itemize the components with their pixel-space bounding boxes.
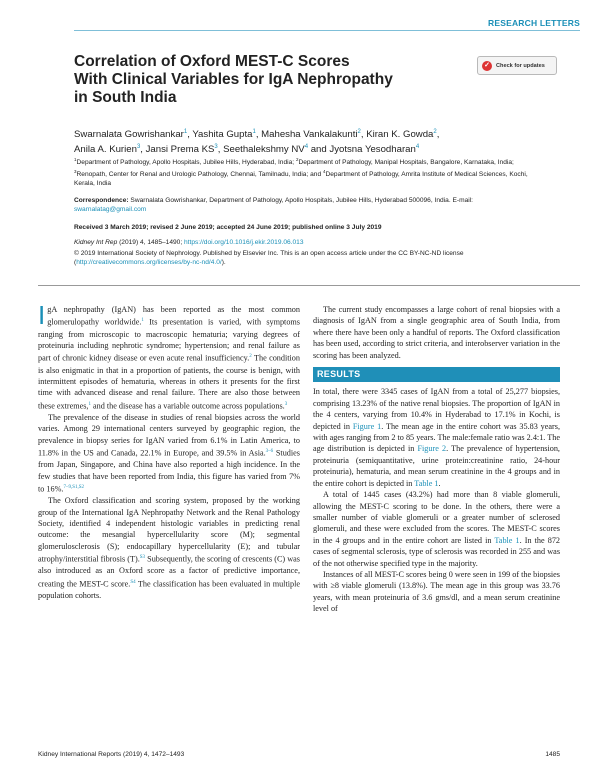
affiliation-text: Renopath, Center for Renal and Urologic Pathology, Chennai, Tamilnadu, India; and — [76, 171, 323, 179]
license-text: © 2019 International Society of Nephrology. Published by Elsevier Inc. This is an open access article under the CC BY-NC-ND license ( — [74, 250, 464, 266]
drop-cap: I — [38, 300, 46, 330]
reference-link[interactable]: 7–9,S1,S2 — [63, 485, 85, 491]
license-end: ). — [221, 259, 226, 266]
text: and the disease has a variable outcome across populations. — [90, 401, 285, 411]
update-check-icon: ✓ — [482, 61, 492, 71]
text: The classification has been evaluated in multiple population cohorts. — [38, 579, 301, 600]
check-updates-label: Check for updates — [496, 62, 545, 69]
text: . The mean age in the entire cohort was 35.83 years, with ages ranging from 2 to 85 years. The male:female ratio was 2.4:1. The age distribution is depicted in — [313, 421, 560, 454]
paragraph — [38, 412, 300, 495]
author-affiliation-mark: 4 — [415, 144, 420, 151]
paragraph — [313, 489, 560, 569]
license — [74, 249, 552, 267]
article-title — [74, 53, 454, 107]
author-affiliation-mark: 3 — [214, 144, 218, 151]
license-link[interactable]: http://creativecommons.org/licenses/by-nc-nd/4.0/ — [76, 259, 222, 266]
page-number: 1485 — [545, 751, 560, 758]
author-name[interactable]: Jyotsna Yesodharan — [329, 144, 416, 156]
header-divider — [74, 30, 580, 31]
body-column-left — [38, 300, 301, 601]
affiliation-text: Department of Pathology, Apollo Hospitals, Jubilee Hills, Hyderabad, India; — [76, 159, 296, 167]
text: . — [438, 478, 441, 488]
text: The prevalence of the disease in studies of renal biopsies across the world varies. Among 29 international centers surveyed by geographic region, the prevalence in biopsy series for IgAN varied from 6.1% in Latin America, to 11.8% in the US and Canada, 22.1% in Europe, and 39.5% in Asia. — [38, 412, 300, 458]
text: Subsequently, the scoring of crescents (C) was also introduced as an Oxford score as a factor of predictive importance, creating the MEST-C score. — [38, 554, 300, 589]
paragraph — [38, 300, 300, 412]
affiliation-text: Department of Pathology, Amrita Institute of Medical Sciences, Kochi, Kerala, India — [74, 171, 528, 188]
affiliation-number: 3 — [74, 169, 77, 175]
email-link[interactable]: swarnalatag@gmail.com — [74, 206, 147, 213]
text: gA nephropathy (IgAN) has been reported as the most common glomerulopathy worldwide. — [47, 305, 300, 328]
author-name[interactable]: Jansi Prema KS — [145, 144, 215, 156]
author-list: Swarnalata Gowrishankar$^1$, Yashita Gupta$^1$, Mahesha Vankalakunti$^2$, Kiran K. Gowda$^2$, Anila A. Kurien$^3$, Jansi Prema $KS^3$, Seethalekshmy $NV^4$ and Jyotsna Yesodharan$^4$ — [74, 129, 440, 156]
reference-link[interactable]: S3 — [139, 555, 146, 561]
citation-journal: Kidney Int Rep — [74, 239, 118, 246]
article-dates: Received 3 March 2019; revised 2 June 2019; accepted 24 June 2019; published online 3 July 2019 — [74, 224, 382, 231]
text: Its presentation is varied, with symptoms ranging from microscopic to macroscopic hematuria; varying degrees of proteinuria including nephrotic syndrome; hypertension; and renal failure as part of chronic kidney disease or even acute renal insufficiency. — [38, 318, 300, 364]
title-line: Correlation of Oxford MEST-C Scores — [74, 53, 350, 70]
affiliation-number: 4 — [322, 169, 326, 175]
affiliation-number: 1 — [74, 157, 77, 162]
body-column-right — [313, 304, 560, 615]
author-name[interactable]: Kiran K. Gowda — [366, 129, 434, 141]
text: A total of 1445 cases (43.2%) had more than 8 viable glomeruli, allowing the MEST-C scoring to be done. In the others, there were a smaller number of viable glomeruli or a greater number of sclerosed glomeruli, and these were excluded from the scores. The MEST-C scores in the 4 groups and in the entire cohort are listed in — [313, 490, 560, 545]
reference-link[interactable]: 1 — [141, 318, 144, 324]
citation-details: (2019) 4, 1485–1490; — [117, 239, 184, 246]
affiliations — [74, 155, 544, 188]
author-affiliation-mark: 1 — [252, 129, 256, 135]
text: The Oxford classification and scoring system, proposed by the working group of the International IgA Nephropathy Network and the Renal Pathology Society, identified 4 independent histologic variables in predicting renal outcome: the mesangial hypercellularity score (M); segmental glomerulosclerosis (S); endocapillary hypercellularity (E); and tubular atrophy/interstitial fibrosis (T). — [38, 496, 300, 564]
text: The condition is also enigmatic in that in a proportion of patients, the course is benign, with intermittent episodes of hematuria, whereas in others it presents for the first time with advanced disease and renal failure. There are also those between these extremes, — [38, 354, 300, 411]
affiliation-text: Department of Pathology, Manipal Hospitals, Bangalore, Karnataka, India; — [298, 159, 514, 167]
author-name[interactable]: Swarnalata Gowrishankar — [74, 129, 184, 141]
text: . In the 872 cases of segmental sclerosis, type of sclerosis was recorded in 255 and was of the not otherwise specified type in the majority. — [313, 535, 561, 568]
correspondence-label: Correspondence: — [74, 197, 129, 204]
author-affiliation-mark: 4 — [304, 144, 309, 151]
footer-journal: Kidney International Reports (2019) 4, 1472–1493 — [38, 751, 185, 758]
paragraph: The current study encompasses a large cohort of renal biopsies with a diagnosis of IgAN from a single geographic area of South India, from where there have been only a handful of reports. The Oxford classification has been used, according to strict criteria, and interobserver variation in the scoring has been analyzed. — [313, 305, 560, 360]
text: Studies from Japan, Singapore, and China have also reported a high incidence. In the few studies that have been reported from India, this figure has varied from 7% to 16%. — [38, 448, 300, 494]
check-for-updates-button[interactable] — [477, 56, 557, 75]
citation — [74, 238, 304, 247]
title-line: With Clinical Variables for IgA Nephropathy — [74, 71, 393, 88]
text: . The prevalence of hypertension, proteinuria (semiquantitative, urine protein:creatinine ratio, 24-hour proteinuria), hematuria, and mean serum creatinine in the 4 groups and in the entire cohort is depicted in — [313, 444, 560, 488]
author-name[interactable]: Seethalekshmy NV — [223, 144, 305, 156]
reference-link[interactable]: 2 — [249, 354, 252, 360]
reference-link[interactable]: 3–6 — [265, 449, 274, 455]
affiliation-number: 2 — [295, 157, 299, 162]
author-name[interactable]: Mahesha Vankalakunti — [261, 129, 358, 141]
doi-link[interactable]: https://doi.org/10.1016/j.ekir.2019.06.013 — [184, 239, 304, 246]
author-affiliation-mark: 2 — [433, 129, 437, 135]
author-name[interactable]: Yashita Gupta — [192, 129, 253, 141]
section-divider — [38, 285, 580, 286]
paragraph — [313, 386, 560, 489]
reference-link[interactable]: S4 — [130, 579, 136, 585]
correspondence — [74, 196, 544, 214]
text: In total, there were 3345 cases of IgAN from a total of 25,277 biopsies, comprising 13.23% of the native renal biopsies. The proportion of IgAN in the 4 centers, varying from 10.4% in Hyderabad to 17.1% in Kochi, is depicted in — [313, 387, 560, 431]
reference-link[interactable]: 3 — [284, 401, 288, 407]
table-1-link[interactable]: Table 1 — [494, 535, 520, 545]
author-name[interactable]: Anila A. Kurien — [74, 144, 137, 156]
paragraph: Instances of all MEST-C scores being 0 were seen in 199 of the biopsies with ≥8 viable glomeruli (13.8%). The mean age in this group was 33.76 years, with mean proteinuria of 3.6 gms/dl, and a mean serum creatinine level of — [313, 569, 560, 614]
author-affiliation-mark: 1 — [183, 129, 188, 135]
author-affiliation-mark: 3 — [136, 144, 141, 151]
reference-link[interactable]: 1 — [88, 401, 91, 407]
table-1-link[interactable]: Table 1 — [414, 478, 439, 488]
author-affiliation-mark: 2 — [357, 129, 361, 135]
figure-2-link[interactable]: Figure 2 — [417, 444, 447, 454]
figure-1-link[interactable]: Figure 1 — [352, 421, 382, 431]
results-heading: RESULTS — [313, 367, 560, 382]
section-label: RESEARCH LETTERS — [488, 18, 580, 28]
paragraph — [38, 495, 300, 601]
correspondence-text: Swarnalata Gowrishankar, Department of Pathology, Apollo Hospitals, Jubilee Hills, Hyderabad 500096, India. E-mail: — [128, 197, 473, 204]
title-line: in South India — [74, 89, 177, 106]
